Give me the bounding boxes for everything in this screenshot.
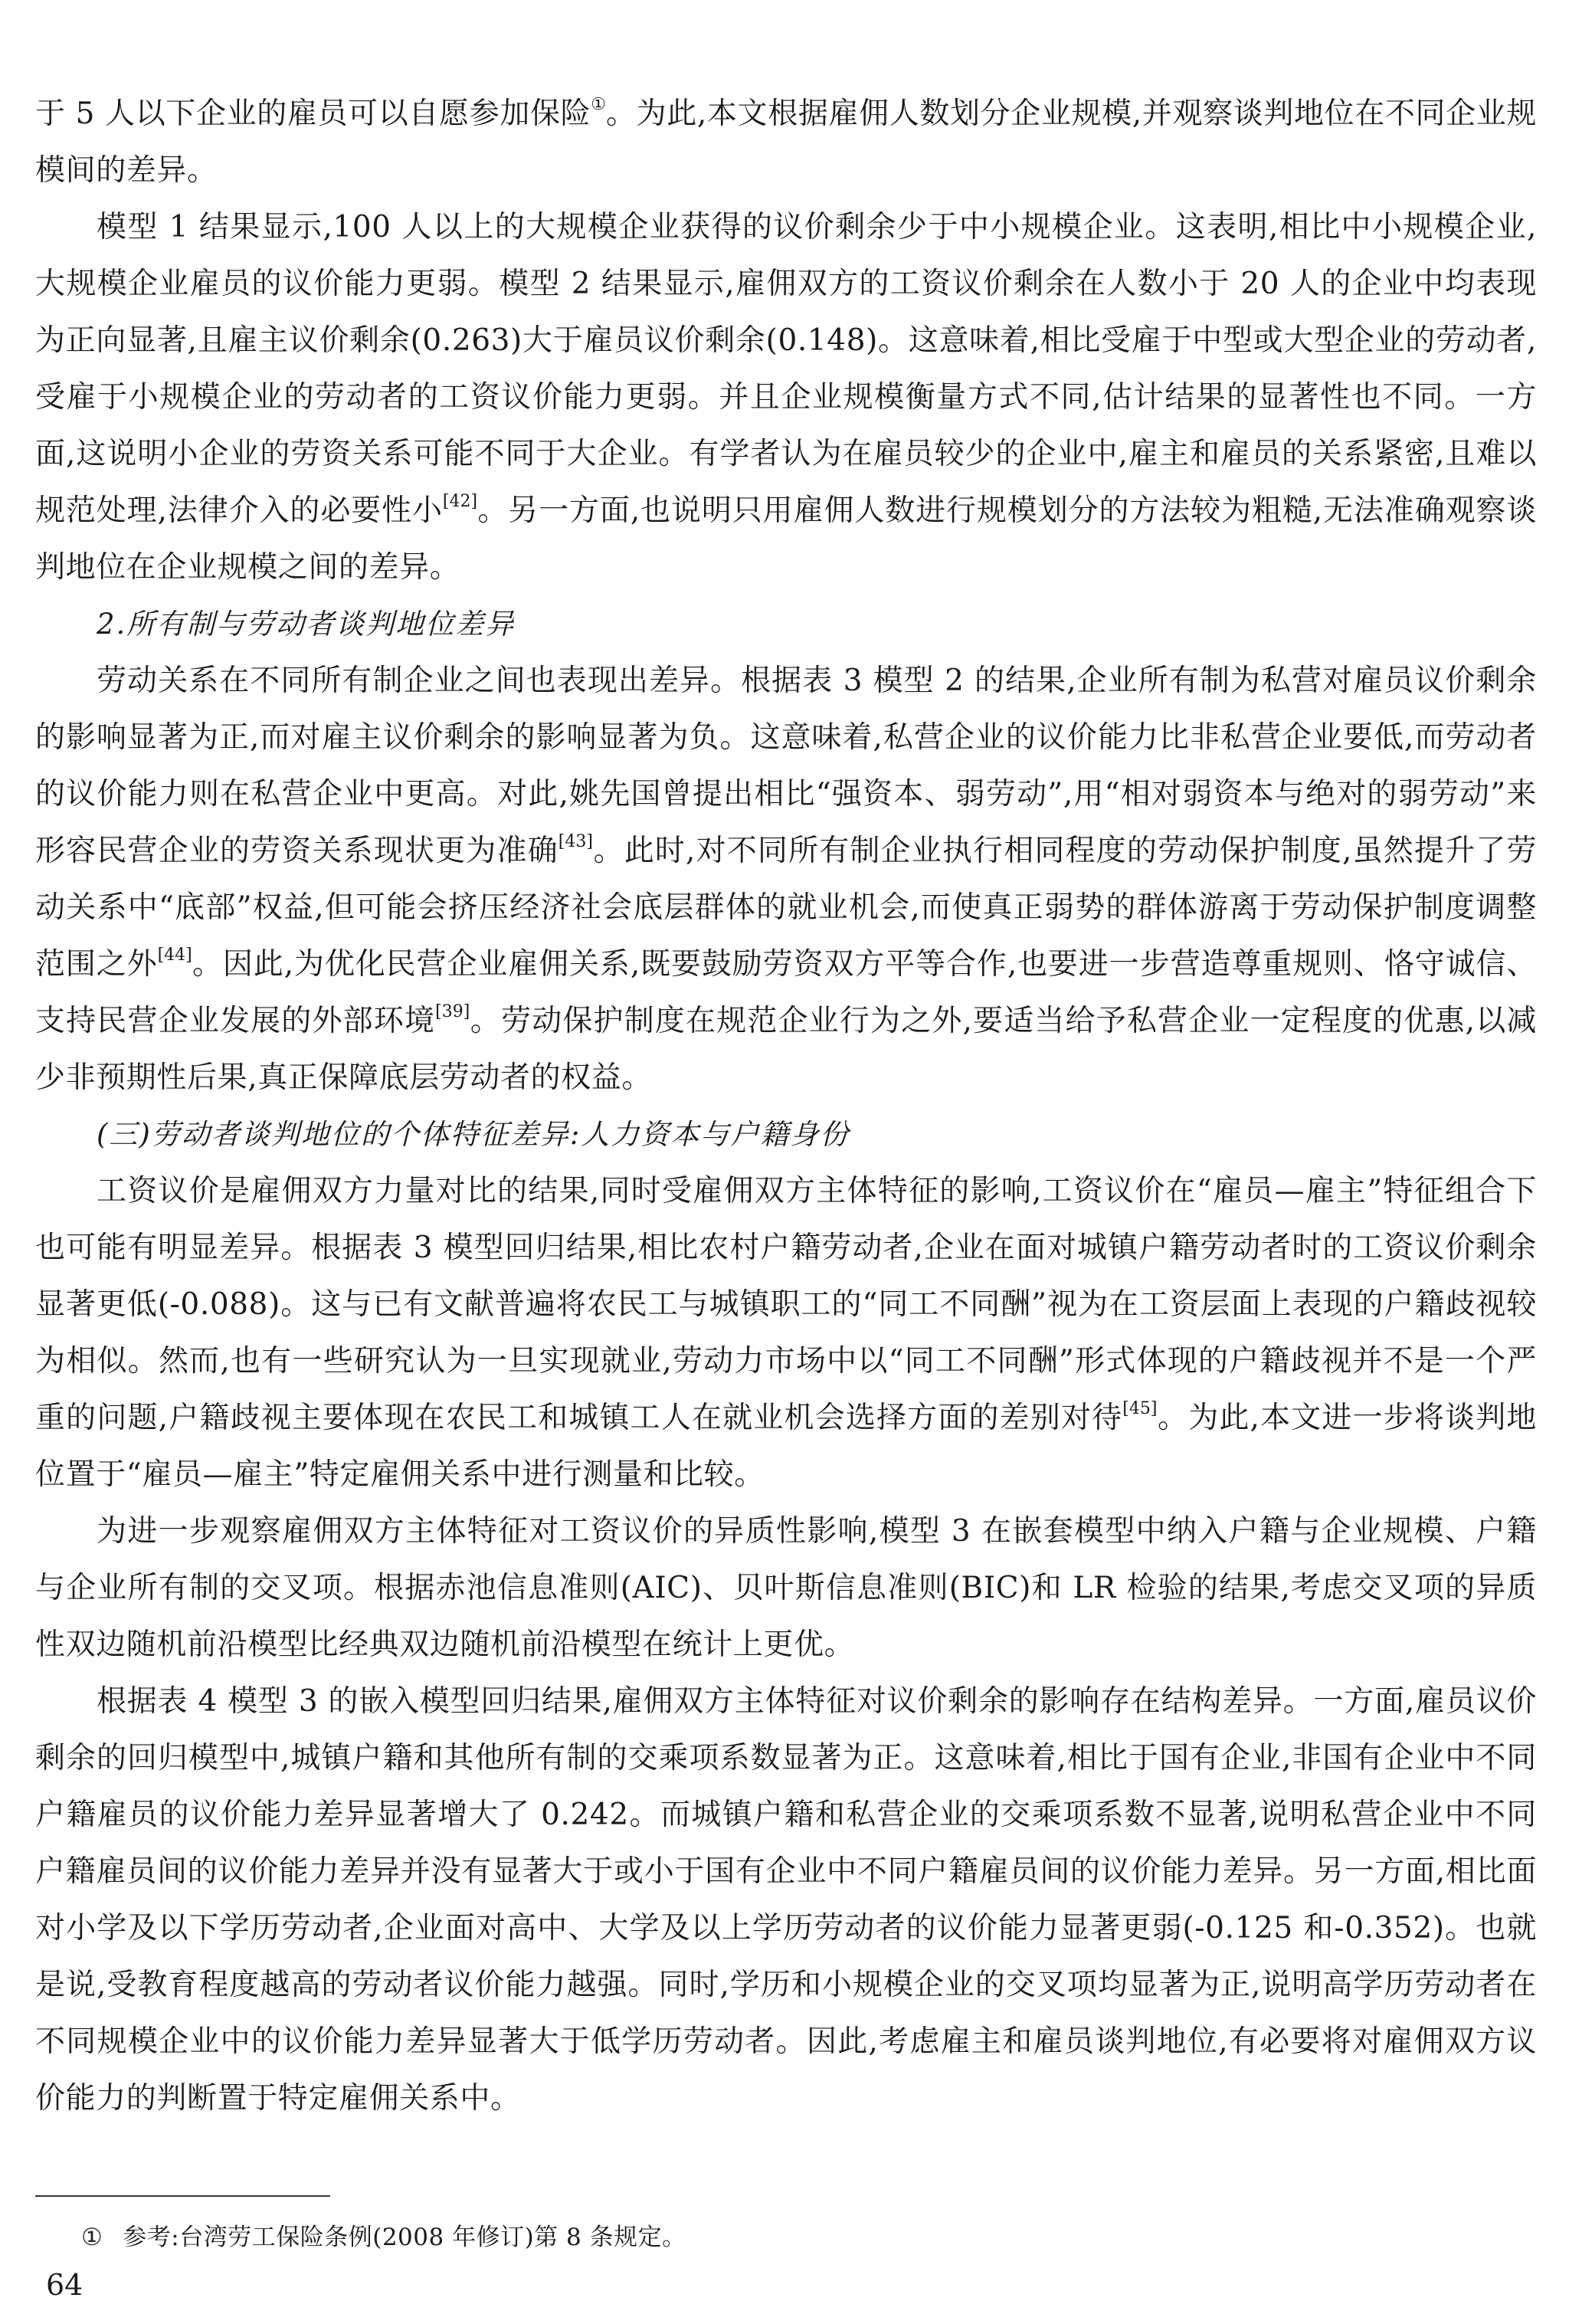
paragraph-text: 模型 1 结果显示,100 人以上的大规模企业获得的议价剩余少于中小规模企业。这表明,相比中小规模企业,大规模企业雇员的议价能力更弱。模型 2 结果显示,雇佣双方的工资议价剩余在人数小于 20 人的企业中均表现为正向显著,且雇主议价剩余(0.263)大于雇员议价剩余(0.148)。这意味着,相比受雇于中型或大型企业的劳动者,受雇于小规模企业的劳动者的工资议价能力更弱。并且企业规模衡量方式不同,估计结果的显著性也不同。一方面,这说明小企业的劳资关系可能不同于大企业。有学者认为在雇员较少的企业中,雇主和雇员的关系紧密,且难以规范处理,法律介入的必要性小 <box>35 210 1537 528</box>
footnote-divider <box>35 2195 330 2197</box>
paragraph-4 <box>35 1163 1537 1503</box>
paragraph-text: 于 5 人以下企业的雇员可以自愿参加保险 <box>35 97 591 131</box>
section-heading-individual: (三)劳动者谈判地位的个体特征差异:人力资本与户籍身份 <box>97 1118 850 1151</box>
paragraph-3 <box>35 653 1537 1106</box>
paragraph-1 <box>35 86 1537 199</box>
paragraph-text: 。为此,本文进一步将谈判地位置于“雇员—雇主”特定雇佣关系中进行测量和比较。 <box>35 1401 1537 1492</box>
footnote-marker[interactable]: ① <box>591 95 606 114</box>
citation-ref[interactable]: [43] <box>558 832 593 851</box>
citation-ref[interactable]: [39] <box>435 1002 470 1021</box>
paragraph-text: 。劳动保护制度在规范企业行为之外,要适当给予私营企业一定程度的优惠,以减少非预期性后果,真正保障底层劳动者的权益。 <box>35 1004 1537 1095</box>
footnote-mark: ① <box>81 2224 103 2251</box>
footnote <box>81 2221 686 2254</box>
article-body <box>35 86 1537 2127</box>
citation-ref[interactable]: [45] <box>1122 1399 1158 1418</box>
paragraph-text: 工资议价是雇佣双方力量对比的结果,同时受雇佣双方主体特征的影响,工资议价在“雇员—雇主”特征组合下也可能有明显差异。根据表 3 模型回归结果,相比农村户籍劳动者,企业在面对城镇户籍劳动者时的工资议价剩余显著更低(-0.088)。这与已有文献普遍将农民工与城镇职工的“同工不同酬”视为在工资层面上表现的户籍歧视较为相似。然而,也有一些研究认为一旦实现就业,劳动力市场中以“同工不同酬”形式体现的户籍歧视并不是一个严重的问题,户籍歧视主要体现在农民工和城镇工人在就业机会选择方面的差别对待 <box>35 1174 1537 1435</box>
paragraph-2 <box>35 199 1537 596</box>
section-heading-ownership: 2.所有制与劳动者谈判地位差异 <box>97 608 516 641</box>
citation-ref[interactable]: [42] <box>442 492 478 511</box>
paragraph-text: 劳动关系在不同所有制企业之间也表现出差异。根据表 3 模型 2 的结果,企业所有制为私营对雇员议价剩余的影响显著为正,而对雇主议价剩余的影响显著为负。这意味着,私营企业的议价能力比非私营企业要低,而劳动者的议价能力则在私营企业中更高。对此,姚先国曾提出相比“强资本、弱劳动”,用“相对弱资本与绝对的弱劳动”来形容民营企业的劳资关系现状更为准确 <box>35 664 1537 868</box>
paragraph-text: 。另一方面,也说明只用雇佣人数进行规模划分的方法较为粗糙,无法准确观察谈判地位在企业规模之间的差异。 <box>35 493 1537 585</box>
page-number: 64 <box>46 2268 84 2302</box>
paragraph-5: 为进一步观察雇佣双方主体特征对工资议价的异质性影响,模型 3 在嵌套模型中纳入户籍与企业规模、户籍与企业所有制的交叉项。根据赤池信息准则(AIC)、贝叶斯信息准则(BIC)和 LR 检验的结果,考虑交叉项的异质性双边随机前沿模型比经典双边随机前沿模型在统计上更优。 <box>35 1514 1537 1662</box>
paragraph-text: 。为此,本文根据雇佣人数划分企业规模,并观察谈判地位在不同企业规模间的差异。 <box>35 97 1538 188</box>
footnote-text: 参考:台湾劳工保险条例(2008 年修订)第 8 条规定。 <box>123 2224 686 2251</box>
citation-ref[interactable]: [44] <box>157 946 192 965</box>
paragraph-text: 。此时,对不同所有制企业执行相同程度的劳动保护制度,虽然提升了劳动关系中“底部”权益,但可能会挤压经济社会底层群体的就业机会,而使真正弱势的群体游离于劳动保护制度调整范围之外 <box>35 834 1538 982</box>
paragraph-6: 根据表 4 模型 3 的嵌入模型回归结果,雇佣双方主体特征对议价剩余的影响存在结构差异。一方面,雇员议价剩余的回归模型中,城镇户籍和其他所有制的交乘项系数显著为正。这意味着,相比于国有企业,非国有企业中不同户籍雇员的议价能力差异显著增大了 0.242。而城镇户籍和私营企业的交乘项系数不显著,说明私营企业中不同户籍雇员间的议价能力差异并没有显著大于或小于国有企业中不同户籍雇员间的议价能力差异。另一方面,相比面对小学及以下学历劳动者,企业面对高中、大学及以上学历劳动者的议价能力显著更弱(-0.125 和-0.352)。也就是说,受教育程度越高的劳动者议价能力越强。同时,学历和小规模企业的交叉项均显著为正,说明高学历劳动者在不同规模企业中的议价能力差异显著大于低学历劳动者。因此,考虑雇主和雇员谈判地位,有必要将对雇佣双方议价能力的判断置于特定雇佣关系中。 <box>35 1684 1537 2116</box>
paragraph-text: 。因此,为优化民营企业雇佣关系,既要鼓励劳资双方平等合作,也要进一步营造尊重规则、恪守诚信、支持民营企业发展的外部环境 <box>35 947 1537 1038</box>
